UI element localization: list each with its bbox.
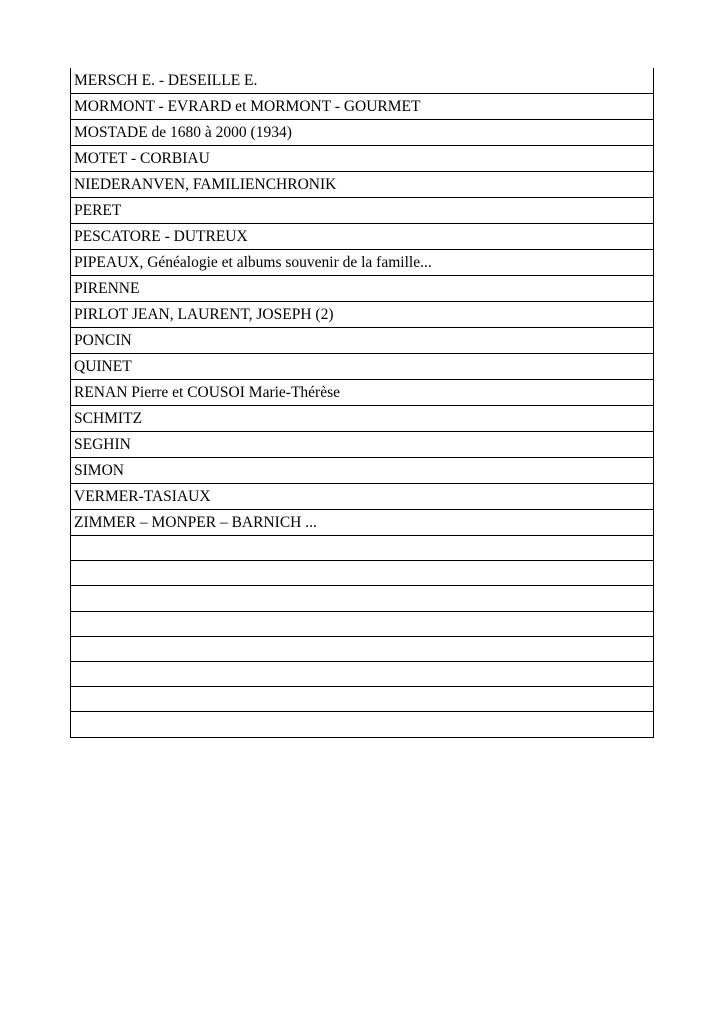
table-row xyxy=(71,586,654,611)
table-cell xyxy=(71,536,654,561)
table-cell: VERMER-TASIAUX xyxy=(71,484,654,510)
table-row xyxy=(71,687,654,712)
table-cell: PESCATORE - DUTREUX xyxy=(71,224,654,250)
table-cell: PIPEAUX, Généalogie et albums souvenir de la famille... xyxy=(71,250,654,276)
table-row xyxy=(71,432,654,458)
table-row xyxy=(71,224,654,250)
table-cell: SEGHIN xyxy=(71,432,654,458)
table-cell: ZIMMER – MONPER – BARNICH ... xyxy=(71,510,654,536)
table-row xyxy=(71,712,654,737)
table-row xyxy=(71,636,654,661)
table-cell xyxy=(71,636,654,661)
table-row xyxy=(71,276,654,302)
table-row xyxy=(71,458,654,484)
table-cell: PIRLOT JEAN, LAURENT, JOSEPH (2) xyxy=(71,302,654,328)
table-row xyxy=(71,68,654,94)
table-cell: PONCIN xyxy=(71,328,654,354)
table-cell: SIMON xyxy=(71,458,654,484)
table-row xyxy=(71,354,654,380)
table-row xyxy=(71,611,654,636)
table-cell: MOSTADE de 1680 à 2000 (1934) xyxy=(71,120,654,146)
table-cell: QUINET xyxy=(71,354,654,380)
table-cell xyxy=(71,661,654,686)
table-row xyxy=(71,561,654,586)
table-cell: RENAN Pierre et COUSOI Marie-Thérèse xyxy=(71,380,654,406)
table-row xyxy=(71,661,654,686)
table-row xyxy=(71,198,654,224)
family-list-table xyxy=(70,68,654,738)
table-row xyxy=(71,146,654,172)
table-row xyxy=(71,406,654,432)
table-cell xyxy=(71,561,654,586)
table-cell: NIEDERANVEN, FAMILIENCHRONIK xyxy=(71,172,654,198)
table-cell: MOTET - CORBIAU xyxy=(71,146,654,172)
table-row xyxy=(71,172,654,198)
table-cell xyxy=(71,687,654,712)
table-row xyxy=(71,120,654,146)
table-row xyxy=(71,510,654,536)
table-row xyxy=(71,94,654,120)
table-row xyxy=(71,328,654,354)
table-cell: PIRENNE xyxy=(71,276,654,302)
table-cell: MORMONT - EVRARD et MORMONT - GOURMET xyxy=(71,94,654,120)
family-list-body xyxy=(71,68,654,737)
table-row xyxy=(71,484,654,510)
table-cell: MERSCH E. - DESEILLE E. xyxy=(71,68,654,94)
table-row xyxy=(71,536,654,561)
table-row xyxy=(71,250,654,276)
table-cell xyxy=(71,611,654,636)
table-cell xyxy=(71,586,654,611)
table-row xyxy=(71,380,654,406)
table-cell: SCHMITZ xyxy=(71,406,654,432)
table-cell xyxy=(71,712,654,737)
table-row xyxy=(71,302,654,328)
table-cell: PERET xyxy=(71,198,654,224)
